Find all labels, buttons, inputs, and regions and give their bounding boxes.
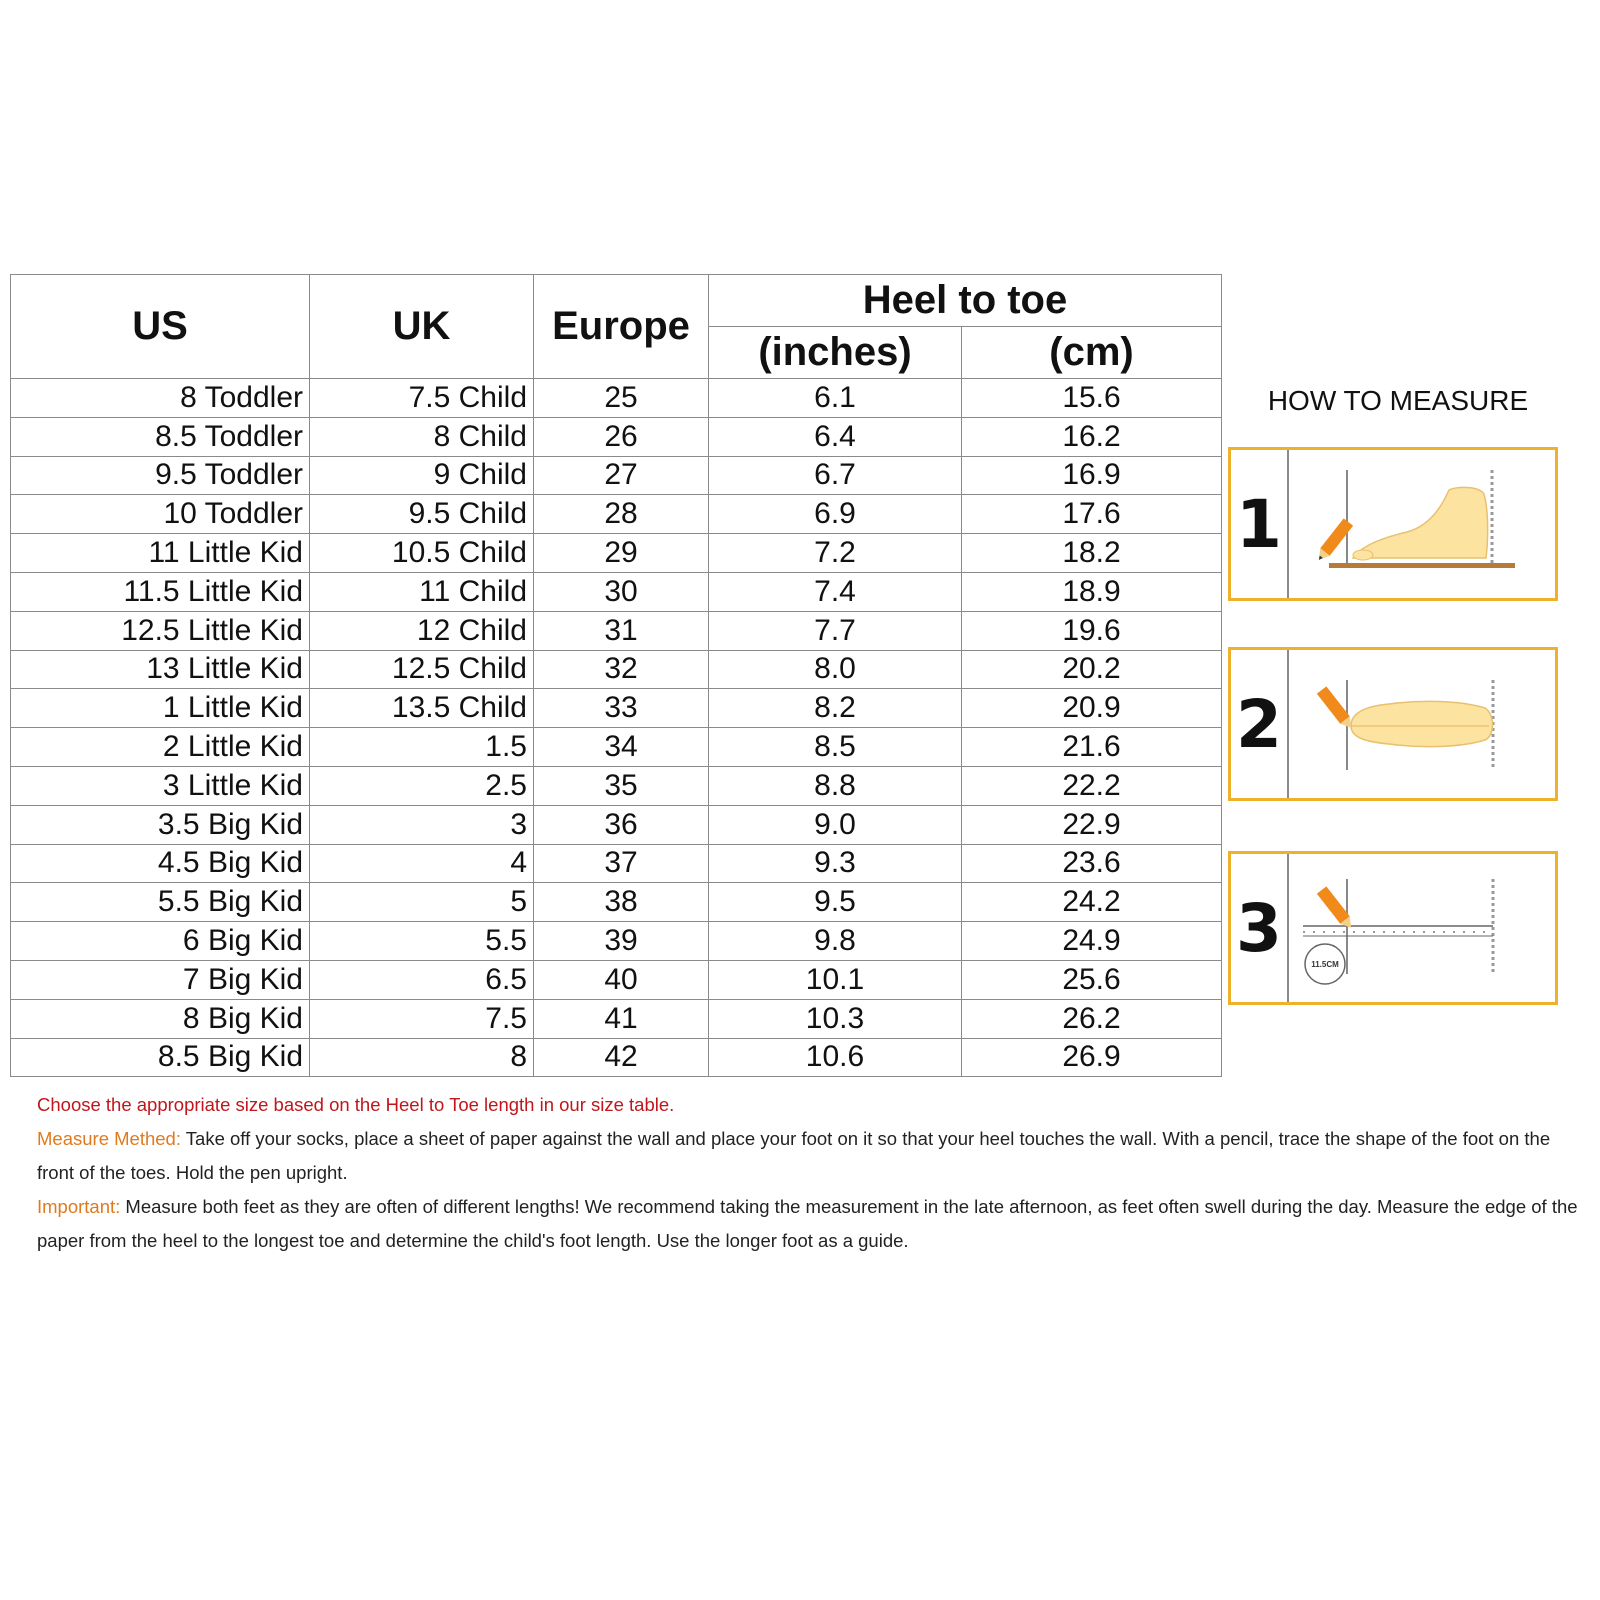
table-row — [11, 456, 1222, 495]
cell-europe: 29 — [534, 534, 709, 573]
cell-cm: 16.2 — [962, 417, 1222, 456]
cell-europe: 38 — [534, 883, 709, 922]
cell-uk: 5.5 — [310, 922, 534, 961]
table-row — [11, 689, 1222, 728]
cell-us: 7 Big Kid — [11, 960, 310, 999]
table-row — [11, 379, 1222, 418]
cell-uk: 1.5 — [310, 728, 534, 767]
cell-uk: 7.5 — [310, 999, 534, 1038]
cell-europe: 33 — [534, 689, 709, 728]
cell-cm: 18.9 — [962, 572, 1222, 611]
cell-us: 2 Little Kid — [11, 728, 310, 767]
cell-inches: 6.4 — [709, 417, 962, 456]
cell-inches: 6.9 — [709, 495, 962, 534]
cell-cm: 15.6 — [962, 379, 1222, 418]
cell-us: 12.5 Little Kid — [11, 611, 310, 650]
header-us: US — [11, 275, 310, 379]
cell-uk: 13.5 Child — [310, 689, 534, 728]
cell-cm: 21.6 — [962, 728, 1222, 767]
cell-europe: 40 — [534, 960, 709, 999]
table-row — [11, 1038, 1222, 1077]
cell-inches: 7.7 — [709, 611, 962, 650]
cell-cm: 20.2 — [962, 650, 1222, 689]
table-row — [11, 534, 1222, 573]
ruler-measurement-with-pencil-icon — [1289, 854, 1555, 1002]
cell-europe: 27 — [534, 456, 709, 495]
cell-uk: 2.5 — [310, 766, 534, 805]
cell-us: 3.5 Big Kid — [11, 805, 310, 844]
cell-us: 8.5 Toddler — [11, 417, 310, 456]
step-2-box — [1228, 647, 1558, 801]
cell-us: 11 Little Kid — [11, 534, 310, 573]
cell-cm: 17.6 — [962, 495, 1222, 534]
cell-inches: 9.0 — [709, 805, 962, 844]
measure-label: 11.5CM — [1311, 960, 1339, 969]
header-cm: (cm) — [962, 327, 1222, 379]
cell-inches: 9.5 — [709, 883, 962, 922]
cell-europe: 36 — [534, 805, 709, 844]
cell-uk: 9 Child — [310, 456, 534, 495]
table-row — [11, 844, 1222, 883]
cell-inches: 10.3 — [709, 999, 962, 1038]
table-row — [11, 572, 1222, 611]
header-heel-to-toe: Heel to toe — [709, 275, 1222, 327]
cell-uk: 4 — [310, 844, 534, 883]
table-row — [11, 766, 1222, 805]
cell-cm: 24.2 — [962, 883, 1222, 922]
header-europe: Europe — [534, 275, 709, 379]
cell-europe: 28 — [534, 495, 709, 534]
cell-cm: 26.9 — [962, 1038, 1222, 1077]
cell-inches: 10.1 — [709, 960, 962, 999]
cell-inches: 8.8 — [709, 766, 962, 805]
cell-us: 9.5 Toddler — [11, 456, 310, 495]
table-row — [11, 495, 1222, 534]
cell-europe: 31 — [534, 611, 709, 650]
cell-uk: 7.5 Child — [310, 379, 534, 418]
cell-us: 1 Little Kid — [11, 689, 310, 728]
method-text: Take off your socks, place a sheet of paper against the wall and place your foot on it so that your heel touches the wall. With a pencil, trace the shape of the foot on the front of the toes. Hold the pen upright. — [37, 1128, 1551, 1183]
choose-note: Choose the appropriate size based on the Heel to Toe length in our size table. — [37, 1094, 675, 1115]
cell-us: 10 Toddler — [11, 495, 310, 534]
cell-cm: 24.9 — [962, 922, 1222, 961]
step-3-number: 3 — [1231, 854, 1289, 1002]
step-2-number: 2 — [1231, 650, 1289, 798]
table-row — [11, 960, 1222, 999]
cell-uk: 8 — [310, 1038, 534, 1077]
size-chart-table — [10, 274, 1222, 1077]
foot-side-view-with-pencil-icon — [1289, 450, 1555, 598]
cell-inches: 9.3 — [709, 844, 962, 883]
header-inches: (inches) — [709, 327, 962, 379]
table-body — [11, 379, 1222, 1077]
cell-cm: 19.6 — [962, 611, 1222, 650]
cell-us: 8.5 Big Kid — [11, 1038, 310, 1077]
cell-cm: 18.2 — [962, 534, 1222, 573]
notes-block — [37, 1088, 1592, 1258]
cell-inches: 7.2 — [709, 534, 962, 573]
cell-uk: 11 Child — [310, 572, 534, 611]
table-row — [11, 611, 1222, 650]
cell-uk: 5 — [310, 883, 534, 922]
step-1-number: 1 — [1231, 450, 1289, 598]
table-row — [11, 728, 1222, 767]
cell-uk: 12.5 Child — [310, 650, 534, 689]
cell-cm: 20.9 — [962, 689, 1222, 728]
cell-inches: 6.7 — [709, 456, 962, 495]
cell-europe: 30 — [534, 572, 709, 611]
cell-europe: 26 — [534, 417, 709, 456]
cell-europe: 37 — [534, 844, 709, 883]
cell-cm: 25.6 — [962, 960, 1222, 999]
method-label: Measure Methed: — [37, 1128, 181, 1149]
cell-inches: 10.6 — [709, 1038, 962, 1077]
table-row — [11, 999, 1222, 1038]
cell-uk: 3 — [310, 805, 534, 844]
cell-cm: 22.9 — [962, 805, 1222, 844]
cell-us: 3 Little Kid — [11, 766, 310, 805]
important-label: Important: — [37, 1196, 121, 1217]
cell-inches: 8.2 — [709, 689, 962, 728]
cell-us: 6 Big Kid — [11, 922, 310, 961]
cell-inches: 8.0 — [709, 650, 962, 689]
cell-uk: 10.5 Child — [310, 534, 534, 573]
important-note — [37, 1190, 1592, 1258]
header-uk: UK — [310, 275, 534, 379]
cell-us: 11.5 Little Kid — [11, 572, 310, 611]
cell-us: 8 Big Kid — [11, 999, 310, 1038]
cell-europe: 34 — [534, 728, 709, 767]
cell-inches: 8.5 — [709, 728, 962, 767]
cell-uk: 9.5 Child — [310, 495, 534, 534]
cell-europe: 42 — [534, 1038, 709, 1077]
cell-cm: 22.2 — [962, 766, 1222, 805]
cell-uk: 6.5 — [310, 960, 534, 999]
cell-inches: 7.4 — [709, 572, 962, 611]
table-row — [11, 805, 1222, 844]
table-row — [11, 417, 1222, 456]
important-text: Measure both feet as they are often of different lengths! We recommend taking the measurement in the late afternoon, as feet often swell during the day. Measure the edge of the paper from the heel to the longest toe and determine the child's foot length. Use the longer foot as a guide. — [37, 1196, 1578, 1251]
cell-europe: 39 — [534, 922, 709, 961]
table-row — [11, 650, 1222, 689]
how-to-measure-title: HOW TO MEASURE — [1267, 385, 1529, 416]
table-row — [11, 922, 1222, 961]
cell-europe: 41 — [534, 999, 709, 1038]
cell-cm: 26.2 — [962, 999, 1222, 1038]
cell-inches: 9.8 — [709, 922, 962, 961]
cell-inches: 6.1 — [709, 379, 962, 418]
method-note — [37, 1122, 1592, 1190]
cell-us: 4.5 Big Kid — [11, 844, 310, 883]
cell-us: 5.5 Big Kid — [11, 883, 310, 922]
cell-cm: 16.9 — [962, 456, 1222, 495]
table-row — [11, 883, 1222, 922]
cell-europe: 32 — [534, 650, 709, 689]
cell-uk: 8 Child — [310, 417, 534, 456]
step-1-box — [1228, 447, 1558, 601]
cell-uk: 12 Child — [310, 611, 534, 650]
cell-us: 13 Little Kid — [11, 650, 310, 689]
cell-us: 8 Toddler — [11, 379, 310, 418]
cell-cm: 23.6 — [962, 844, 1222, 883]
cell-europe: 35 — [534, 766, 709, 805]
foot-top-view-with-pencil-icon — [1289, 650, 1555, 798]
cell-europe: 25 — [534, 379, 709, 418]
step-3-box — [1228, 851, 1558, 1005]
